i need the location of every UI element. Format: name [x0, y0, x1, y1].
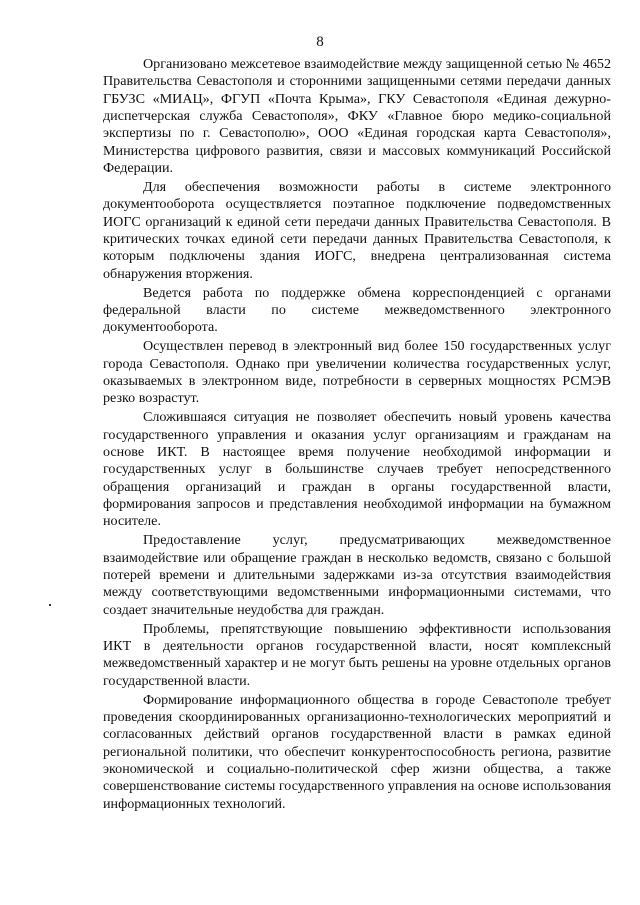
body-text — [103, 56, 611, 815]
paragraph-information-society: Формирование информационного общества в городе Севастополе требует проведения скоординированных организационно-технологических мероприятий и согласованных действий органов государственной власти в рамках единой региональной политики, что обеспечит конкурентоспособность региона, развитие экономической и социально-политической сфер жизни общества, а также совершенствование системы государственного управления на основе использования информационных технологий. — [103, 691, 611, 812]
paragraph-federal-exchange: Ведется работа по поддержке обмена корреспонденцией с органами федеральной власти по системе межведомственного электронного документооборота. — [103, 284, 611, 336]
paragraph-interagency-services: Предоставление услуг, предусматривающих межведомственное взаимодействие или обращение граждан в несколько ведомств, связано с большой потерей времени и длительными задержками из-за отсутствия взаимодействия между соответствующими ведомственными информационными системами, что создает значительные неудобства для граждан. — [103, 532, 611, 618]
paragraph-electronic-services: Осуществлен перевод в электронный вид более 150 государственных услуг города Севастополя. Однако при увеличении количества государственных услуг, оказываемых в электронном виде, потребности в серверных мощностях РСМЭВ резко возрастут. — [103, 338, 611, 407]
paragraph-ict-problems: Проблемы, препятствующие повышению эффективности использования ИКТ в деятельности органов государственной власти, носят комплексный межведомственный характер и не могут быть решены на уровне отдельных органов государственной власти. — [103, 620, 611, 689]
paragraph-network-interaction: Организовано межсетевое взаимодействие между защищенной сетью № 4652 Правительства Севастополя и сторонними защищенными сетями передачи данных ГБУЗС «МИАЦ», ФГУП «Почта Крыма», ГКУ Севастополя «Единая дежурно-диспетчерская служба Севастополя», ФКУ «Главное бюро медико-социальной экспертизы по г. Севастополю», ООО «Единая городская карта Севастополя», Министерства цифрового развития, связи и массовых коммуникаций Российской Федерации. — [103, 56, 611, 177]
page-number: 8 — [316, 34, 324, 50]
paragraph-current-situation: Сложившаяся ситуация не позволяет обеспечить новый уровень качества государственного управления и оказания услуг организациям и гражданам на основе ИКТ. В настоящее время получение необходимой информации и государственных услуг в большинстве случаев требует непосредственного обращения организаций и граждан в органы государственной власти, формирования запросов и представления необходимой информации на бумажном носителе. — [103, 409, 611, 530]
paragraph-edo-connection: Для обеспечения возможности работы в системе электронного документооборота осуществляется поэтапное подключение подведомственных ИОГС организаций к единой сети передачи данных Правительства Севастополя. В критических точках единой сети передачи данных Правительства Севастополя, к которым подключены здания ИОГС, внедрена централизованная система обнаружения вторжения. — [103, 179, 611, 282]
scan-speck — [49, 604, 51, 606]
